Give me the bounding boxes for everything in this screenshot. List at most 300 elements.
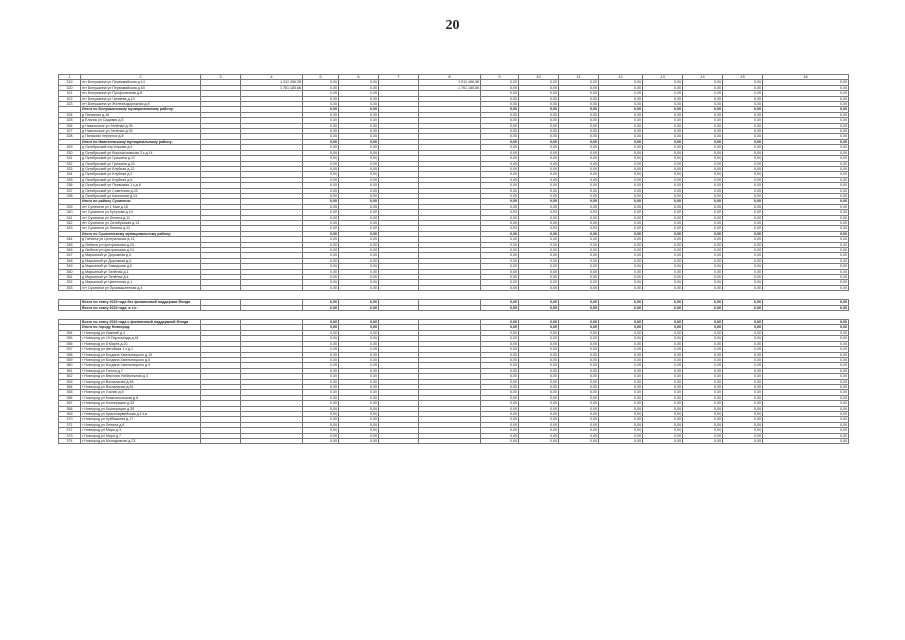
value-cell: 0,00 — [723, 215, 763, 220]
amount-cell: 1 761 185,66 — [241, 85, 303, 90]
value-cell: 0,00 — [763, 145, 849, 150]
value-cell: 0,00 — [519, 231, 559, 236]
value-cell: 0,00 — [481, 177, 519, 182]
value-cell: 0,00 — [481, 325, 519, 330]
value-cell: 0,00 — [339, 107, 379, 112]
value-cell: 0,00 — [303, 139, 339, 144]
value-cell: 0,00 — [481, 220, 519, 225]
value-cell: 0,00 — [763, 320, 849, 325]
row-number-cell: 352 — [59, 280, 81, 285]
value-cell: 0,00 — [339, 439, 379, 444]
value-cell: 0,00 — [303, 85, 339, 90]
row-number-cell: 332 — [59, 161, 81, 166]
value-cell: 0,00 — [519, 300, 559, 305]
table-body — [59, 75, 849, 444]
value-cell: 0,00 — [559, 428, 599, 433]
value-cell: 0,00 — [559, 139, 599, 144]
value-cell: 0,00 — [643, 433, 683, 438]
row-number-cell: 363 — [59, 379, 81, 384]
address-cell: Всего по этапу 2015 года без финансовой поддержки Фонда — [81, 300, 201, 305]
header-cell: 9 — [481, 75, 519, 80]
value-cell: 0,00 — [763, 264, 849, 269]
value-cell: 0,00 — [339, 411, 379, 416]
value-cell: 0,00 — [519, 139, 559, 144]
value-cell: 0,00 — [683, 374, 723, 379]
value-cell: 0,00 — [683, 226, 723, 231]
value-cell: 0,00 — [643, 102, 683, 107]
value-cell: 0,00 — [559, 204, 599, 209]
value-cell: 0,00 — [643, 374, 683, 379]
value-cell: 0,00 — [643, 264, 683, 269]
value-cell: 0,00 — [339, 379, 379, 384]
value-cell: 0,00 — [599, 401, 643, 406]
value-cell: 0,00 — [519, 428, 559, 433]
area-cell — [201, 439, 241, 444]
value-cell: 0,00 — [559, 439, 599, 444]
value-cell: 0,00 — [339, 275, 379, 280]
row-number-cell: 344 — [59, 237, 81, 242]
value-cell: 0,00 — [763, 139, 849, 144]
value-cell: 0,00 — [303, 264, 339, 269]
value-cell: 0,00 — [519, 390, 559, 395]
value-cell: 0,00 — [683, 422, 723, 427]
table-row — [59, 439, 849, 444]
value-cell: 0,00 — [519, 210, 559, 215]
value-cell: 0,00 — [599, 145, 643, 150]
value-cell: 0,00 — [763, 129, 849, 134]
value-cell: 0,00 — [683, 428, 723, 433]
row-number-cell: 324 — [59, 112, 81, 117]
value-cell: 0,00 — [763, 156, 849, 161]
value-cell: 0,00 — [559, 253, 599, 258]
value-cell: 0,00 — [683, 107, 723, 112]
value-cell: 0,00 — [519, 123, 559, 128]
value-cell: 0,00 — [481, 395, 519, 400]
value-cell: 0,00 — [339, 188, 379, 193]
header-cell: 3 — [201, 75, 241, 80]
value-cell: 0,00 — [763, 258, 849, 263]
value-cell: 0,00 — [723, 411, 763, 416]
value-cell: 0,00 — [599, 374, 643, 379]
header-cell: 11 — [559, 75, 599, 80]
value-cell: 0,00 — [763, 368, 849, 373]
value-cell: 0,00 — [723, 91, 763, 96]
address-cell: Итого по городу Новгород: — [81, 325, 201, 330]
value-cell: 0,00 — [683, 156, 723, 161]
row-number-cell: 351 — [59, 275, 81, 280]
value-cell: 0,00 — [683, 300, 723, 305]
value-cell: 0,00 — [303, 330, 339, 335]
value-cell: 0,00 — [643, 395, 683, 400]
value-cell: 0,00 — [723, 374, 763, 379]
value-cell: 0,00 — [481, 253, 519, 258]
value-cell: 0,00 — [559, 269, 599, 274]
value-cell: 0,00 — [763, 161, 849, 166]
row-number-cell: 340 — [59, 210, 81, 215]
value-cell: 0,00 — [481, 433, 519, 438]
row-number-cell: 345 — [59, 242, 81, 247]
value-cell: 0,00 — [519, 411, 559, 416]
value-cell: 0,00 — [559, 417, 599, 422]
value-cell: 0,00 — [559, 156, 599, 161]
value-cell: 0,00 — [303, 166, 339, 171]
value-cell: 0,00 — [481, 112, 519, 117]
value-cell: 0,00 — [303, 347, 339, 352]
value-cell: 0,00 — [683, 269, 723, 274]
value-cell: 0,00 — [559, 91, 599, 96]
value-cell: 0,00 — [683, 166, 723, 171]
value-cell: 0,00 — [481, 210, 519, 215]
row-number-cell: 373 — [59, 433, 81, 438]
value-cell: 0,00 — [599, 193, 643, 198]
header-cell: 2 — [81, 75, 201, 80]
value-cell: 0,00 — [303, 406, 339, 411]
value-cell: 0,00 — [559, 177, 599, 182]
value-cell: 0,00 — [643, 300, 683, 305]
value-cell: 0,00 — [763, 305, 849, 310]
value-cell: 0,00 — [683, 210, 723, 215]
value-cell: 0,00 — [519, 237, 559, 242]
value-cell: 0,00 — [519, 433, 559, 438]
value-cell: 0,00 — [481, 374, 519, 379]
value-cell: 0,00 — [723, 231, 763, 236]
value-cell: 0,00 — [303, 226, 339, 231]
value-cell: 0,00 — [763, 269, 849, 274]
value-cell: 0,00 — [599, 264, 643, 269]
value-cell: 0,00 — [599, 330, 643, 335]
value-cell: 0,00 — [683, 417, 723, 422]
value-cell: 0,00 — [559, 357, 599, 362]
value-cell: 0,00 — [683, 363, 723, 368]
address-cell: д Октябрьский ул Первомая 1 к.д.6 — [81, 183, 201, 188]
value-cell: 0,00 — [643, 134, 683, 139]
value-cell: 0,00 — [683, 264, 723, 269]
value-cell: 0,00 — [763, 118, 849, 123]
value-cell: 0,00 — [339, 320, 379, 325]
row-number-cell: 334 — [59, 172, 81, 177]
value-cell: 0,00 — [763, 237, 849, 242]
row-number-cell: 327 — [59, 129, 81, 134]
value-cell: 0,00 — [599, 237, 643, 242]
value-cell: 0,00 — [481, 401, 519, 406]
value-cell: 0,00 — [303, 118, 339, 123]
value-cell: 0,00 — [481, 363, 519, 368]
value-cell: 0,00 — [643, 330, 683, 335]
value-cell: 0,00 — [339, 300, 379, 305]
value-cell: 0,00 — [643, 80, 683, 85]
value-cell: 0,00 — [723, 325, 763, 330]
value-cell: 0,00 — [559, 85, 599, 90]
value-cell: 0,00 — [763, 193, 849, 198]
value-cell: 0,00 — [723, 161, 763, 166]
row-number-cell: 366 — [59, 395, 81, 400]
value-cell: 0,00 — [643, 150, 683, 155]
value-cell: 0,00 — [763, 336, 849, 341]
row-number-cell: 341 — [59, 215, 81, 220]
value-cell: 0,00 — [763, 300, 849, 305]
row-number-cell: 369 — [59, 411, 81, 416]
value-cell: 0,00 — [599, 439, 643, 444]
value-cell: 0,00 — [599, 406, 643, 411]
value-cell: 0,00 — [481, 341, 519, 346]
value-cell: 0,00 — [683, 145, 723, 150]
header-cell: 15 — [723, 75, 763, 80]
value-cell: 0,00 — [763, 384, 849, 389]
value-cell: 0,00 — [683, 215, 723, 220]
value-cell: 0,00 — [519, 422, 559, 427]
value-cell: 0,00 — [723, 123, 763, 128]
value-cell: 0,00 — [303, 220, 339, 225]
header-cell: 13 — [643, 75, 683, 80]
value-cell: 0,00 — [683, 112, 723, 117]
value-cell: 0,00 — [481, 336, 519, 341]
value-cell: 0,00 — [643, 231, 683, 236]
value-cell: 0,00 — [723, 183, 763, 188]
value-cell: 0,00 — [339, 253, 379, 258]
value-cell: 0,00 — [559, 390, 599, 395]
value-cell: 0,00 — [519, 269, 559, 274]
value-cell: 0,00 — [683, 204, 723, 209]
value-cell: 0,00 — [519, 242, 559, 247]
value-cell: 0,00 — [643, 439, 683, 444]
value-cell: 0,00 — [643, 145, 683, 150]
value-cell: 0,00 — [481, 156, 519, 161]
value-cell: 0,00 — [763, 102, 849, 107]
value-cell: 0,00 — [481, 226, 519, 231]
value-cell: 0,00 — [643, 118, 683, 123]
value-cell: 0,00 — [339, 341, 379, 346]
value-cell: 0,00 — [643, 325, 683, 330]
value-cell: 0,00 — [763, 379, 849, 384]
value-cell: 0,00 — [519, 85, 559, 90]
value-cell: 0,00 — [599, 102, 643, 107]
value-cell: 0,00 — [339, 384, 379, 389]
value-cell: 0,00 — [481, 269, 519, 274]
row-number-cell: 357 — [59, 347, 81, 352]
value-cell: 0,00 — [481, 352, 519, 357]
value-cell: 0,00 — [723, 275, 763, 280]
value-cell: 0,00 — [763, 363, 849, 368]
value-cell: 0,00 — [643, 139, 683, 144]
row-number-cell: 331 — [59, 156, 81, 161]
value-cell: 0,00 — [559, 411, 599, 416]
value-cell: 0,00 — [683, 183, 723, 188]
value-cell: 0,00 — [723, 439, 763, 444]
value-cell: 0,00 — [339, 390, 379, 395]
address-cell: г Новгород ул Красноармейская д.14-а — [81, 411, 201, 416]
row-number-cell: 362 — [59, 374, 81, 379]
value-cell: 0,00 — [303, 150, 339, 155]
value-cell: 0,00 — [303, 433, 339, 438]
value-cell: 0,00 — [763, 91, 849, 96]
value-cell: 0,00 — [339, 183, 379, 188]
value-cell: 0,00 — [723, 177, 763, 182]
value-cell: 0,00 — [683, 341, 723, 346]
value-cell: 0,00 — [339, 248, 379, 253]
value-cell: 0,00 — [763, 439, 849, 444]
value-cell: 0,00 — [303, 123, 339, 128]
value-cell: 0,00 — [481, 347, 519, 352]
value-cell: 0,00 — [723, 401, 763, 406]
value-cell: 0,00 — [303, 417, 339, 422]
row-number-cell: 364 — [59, 384, 81, 389]
value-cell: 0,00 — [559, 325, 599, 330]
value-cell: 0,00 — [723, 210, 763, 215]
value-cell: 0,00 — [723, 204, 763, 209]
value-cell: 0,00 — [303, 177, 339, 182]
address-cell: г Новгород ул Мира д.3 — [81, 428, 201, 433]
value-cell: 0,00 — [519, 226, 559, 231]
row-number-cell: 374 — [59, 439, 81, 444]
row-number-cell: 333 — [59, 166, 81, 171]
value-cell: 0,00 — [559, 336, 599, 341]
value-cell: 0,00 — [763, 406, 849, 411]
value-cell: 0,00 — [339, 237, 379, 242]
value-cell: 0,00 — [763, 280, 849, 285]
row-number-cell: 336 — [59, 183, 81, 188]
value-cell: 0,00 — [763, 85, 849, 90]
row-number-cell: 350 — [59, 269, 81, 274]
value-cell: 0,00 — [481, 188, 519, 193]
value-cell: 0,00 — [303, 336, 339, 341]
row-number-cell: 358 — [59, 352, 81, 357]
value-cell: 0,00 — [723, 406, 763, 411]
value-cell: 0,00 — [519, 439, 559, 444]
value-cell: 0,00 — [643, 129, 683, 134]
value-cell: 0,00 — [683, 368, 723, 373]
value-cell: 0,00 — [519, 166, 559, 171]
value-cell: 0,00 — [339, 193, 379, 198]
value-cell: 0,00 — [339, 336, 379, 341]
value-cell: 0,00 — [519, 258, 559, 263]
value-cell: 0,00 — [723, 395, 763, 400]
value-cell: 0,00 — [643, 220, 683, 225]
value-cell: 0,00 — [599, 320, 643, 325]
value-cell: 0,00 — [643, 112, 683, 117]
value-cell: 0,00 — [339, 199, 379, 204]
value-cell: 0,00 — [303, 285, 339, 290]
value-cell: 0,00 — [339, 80, 379, 85]
value-cell: 0,00 — [643, 305, 683, 310]
value-cell: 0,00 — [599, 390, 643, 395]
address-cell: д Марьиный ул Дорожная д.5 — [81, 258, 201, 263]
value-cell: 0,00 — [339, 368, 379, 373]
value-cell: 0,00 — [723, 248, 763, 253]
value-cell: 0,00 — [481, 384, 519, 389]
value-cell: 0,00 — [643, 275, 683, 280]
value-cell: 0,00 — [303, 395, 339, 400]
address-cell: д Гатчина ул Центральная д.13 — [81, 237, 201, 242]
row-number-cell: 326 — [59, 123, 81, 128]
value-cell: 0,00 — [303, 107, 339, 112]
value-cell: 0,00 — [643, 210, 683, 215]
value-cell: 0,00 — [643, 226, 683, 231]
value-cell: 0,00 — [763, 352, 849, 357]
address-cell: пгт Сухиничи ул 1 Мая д.16 — [81, 204, 201, 209]
value-cell: 0,00 — [683, 401, 723, 406]
address-cell: Всего по этапу 2016 года с финансовой поддержкой Фонда — [81, 320, 201, 325]
value-cell: 0,00 — [643, 107, 683, 112]
value-cell: 0,00 — [723, 172, 763, 177]
value-cell: 0,00 — [481, 237, 519, 242]
value-cell: 0,00 — [683, 193, 723, 198]
row-number-cell: 359 — [59, 357, 81, 362]
value-cell: 0,00 — [599, 139, 643, 144]
address-cell: г Новгород ул Гоголя д.7 — [81, 368, 201, 373]
value-cell: 0,00 — [303, 215, 339, 220]
value-cell: 0,00 — [519, 264, 559, 269]
value-cell: 0,00 — [643, 242, 683, 247]
address-cell: д Пиняково д.16 — [81, 112, 201, 117]
value-cell: 0,00 — [559, 384, 599, 389]
value-cell: 0,00 — [683, 439, 723, 444]
value-cell: 0,00 — [519, 406, 559, 411]
value-cell: 0,00 — [481, 85, 519, 90]
address-cell: г Новгород ул 19 Партсъезда д.91 — [81, 336, 201, 341]
value-cell: 0,00 — [763, 188, 849, 193]
value-cell: 0,00 — [481, 379, 519, 384]
value-cell: 0,00 — [339, 433, 379, 438]
value-cell: 0,00 — [339, 161, 379, 166]
value-cell: 0,00 — [303, 183, 339, 188]
value-cell: 0,00 — [559, 226, 599, 231]
value-cell: 0,00 — [481, 204, 519, 209]
value-cell: 0,00 — [683, 320, 723, 325]
address-cell: г Новгород ул Вокзальная д.61 — [81, 384, 201, 389]
value-cell: 0,00 — [599, 242, 643, 247]
value-cell: 0,00 — [599, 269, 643, 274]
value-cell: 0,00 — [599, 134, 643, 139]
value-cell: 0,00 — [559, 199, 599, 204]
address-cell: д Октябрьский ул Ворошиловская 3 к.д.14 — [81, 150, 201, 155]
value-cell: 0,00 — [643, 401, 683, 406]
value-cell: 0,00 — [339, 177, 379, 182]
value-cell: 0,00 — [559, 123, 599, 128]
value-cell: 0,00 — [303, 352, 339, 357]
value-cell: 0,00 — [339, 231, 379, 236]
area-cell — [379, 439, 419, 444]
value-cell: 0,00 — [481, 123, 519, 128]
address-cell: г Новгород ул Ленина д.6 — [81, 422, 201, 427]
value-cell: 0,00 — [643, 320, 683, 325]
value-cell: 0,00 — [643, 280, 683, 285]
value-cell: 0,00 — [599, 363, 643, 368]
value-cell: 0,00 — [519, 134, 559, 139]
header-cell: 14 — [683, 75, 723, 80]
row-number-cell: 342 — [59, 220, 81, 225]
value-cell: 0,00 — [519, 325, 559, 330]
value-cell: 0,00 — [683, 248, 723, 253]
value-cell: 0,00 — [683, 237, 723, 242]
value-cell: 0,00 — [303, 439, 339, 444]
row-number-cell: 361 — [59, 368, 81, 373]
address-cell: г Новгород ул Нижний д.4 — [81, 330, 201, 335]
value-cell: 0,00 — [723, 188, 763, 193]
value-cell: 0,00 — [481, 107, 519, 112]
value-cell: 0,00 — [519, 177, 559, 182]
value-cell: 0,00 — [683, 253, 723, 258]
value-cell: 0,00 — [303, 145, 339, 150]
value-cell: 0,00 — [643, 379, 683, 384]
value-cell: 0,00 — [723, 379, 763, 384]
value-cell: 0,00 — [559, 112, 599, 117]
value-cell: 0,00 — [683, 139, 723, 144]
value-cell: 0,00 — [763, 330, 849, 335]
address-cell: г Новгород ул Куйбышева д.17 — [81, 417, 201, 422]
value-cell: 0,00 — [723, 193, 763, 198]
value-cell: 0,00 — [763, 231, 849, 236]
value-cell: 0,00 — [339, 305, 379, 310]
